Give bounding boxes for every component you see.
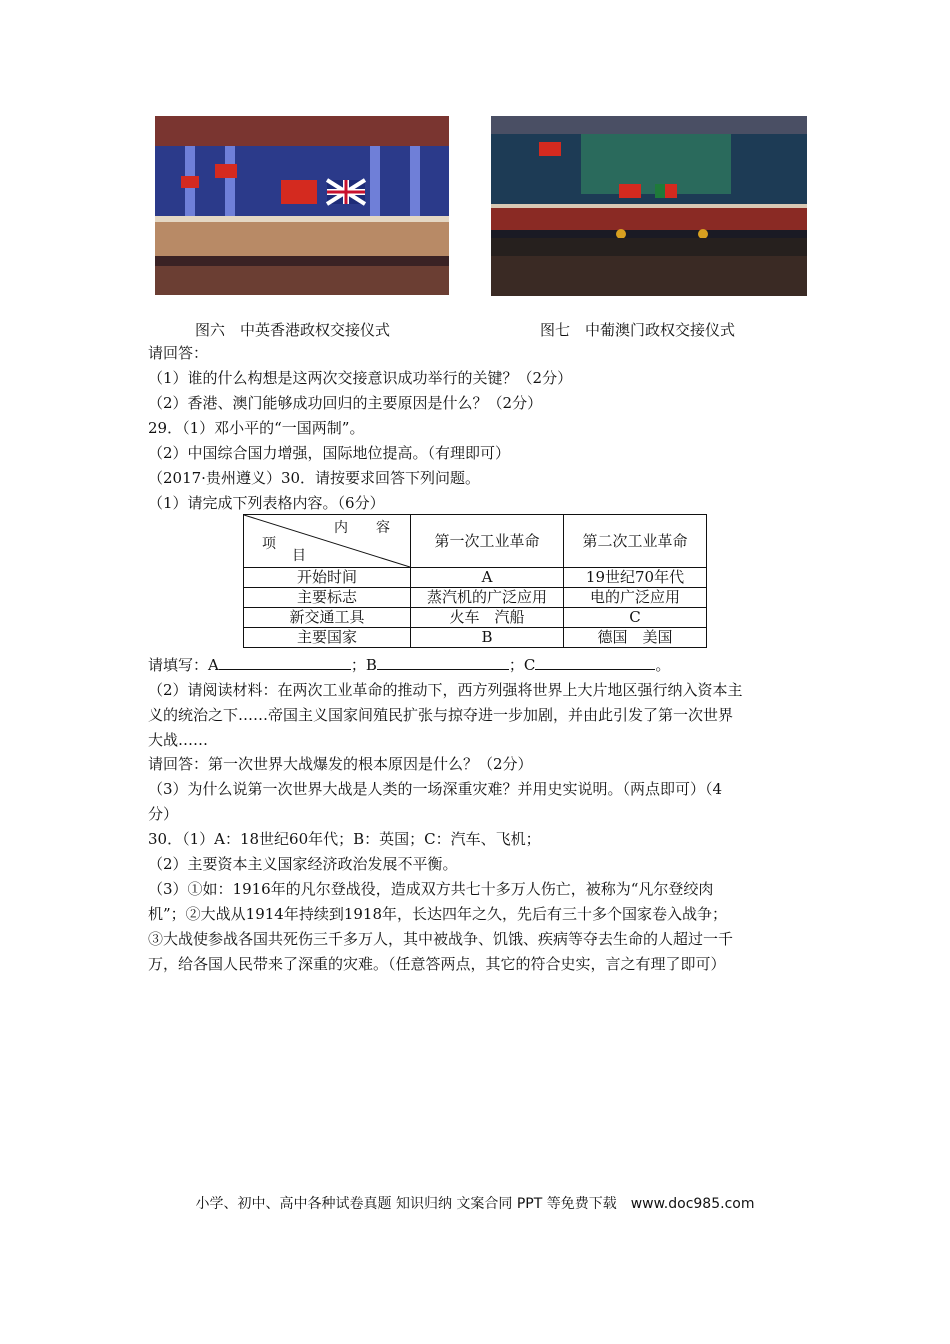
- q30-question-2-ask: 请回答：第一次世界大战爆发的根本原因是什么？（2分）: [148, 755, 533, 773]
- q30-question-2-line-3: 大战……: [148, 731, 209, 749]
- blank-c[interactable]: [535, 655, 655, 670]
- q30-title: （2017·贵州遵义）30．请按要求回答下列问题。: [148, 469, 481, 487]
- fill-label-b: ；B: [350, 656, 377, 674]
- answer-30-3-line-2: 机”；②大战从1914年持续到1918年，长达四年之久，先后有三十多个国家卷入战争；: [148, 905, 728, 923]
- cell: 火车 汽船: [411, 608, 564, 628]
- cell: B: [411, 628, 564, 648]
- cell: A: [411, 568, 564, 588]
- figure-caption-7: 图七 中葡澳门政权交接仪式: [540, 321, 736, 339]
- cell: 电的广泛应用: [564, 588, 707, 608]
- hk-handover-ceremony-photo: [155, 116, 449, 295]
- q30-question-1: （1）请完成下列表格内容。（6分）: [148, 494, 385, 512]
- row-label: 开始时间: [244, 568, 411, 588]
- cell: 德国 美国: [564, 628, 707, 648]
- page-footer: 小学、初中、高中各种试卷真题 知识归纳 文案合同 PPT 等免费下载 www.doc985.com: [195, 1196, 755, 1212]
- row-label: 主要国家: [244, 628, 411, 648]
- q30-question-3-line-1: （3）为什么说第一次世界大战是人类的一场深重灾难？并用史实说明。（两点即可）（4: [148, 780, 723, 798]
- q30-question-3-line-2: 分）: [148, 805, 179, 823]
- q30-question-2-line-2: 义的统治之下……帝国主义国家间殖民扩张与掠夺进一步加剧，并由此引发了第一次世界: [148, 706, 734, 724]
- macau-handover-ceremony-photo: [491, 116, 807, 296]
- cell: C: [564, 608, 707, 628]
- q28-question-1: （1）谁的什么构想是这两次交接意识成功举行的关键？（2分）: [148, 369, 573, 387]
- header-item-label-2: 目: [292, 548, 306, 564]
- answer-30-1: 30．（1）A：18世纪60年代；B：英国；C：汽车、飞机；: [148, 830, 541, 848]
- fill-label-a: 请填写：A: [148, 656, 219, 674]
- answer-30-3-line-1: （3）①如：1916年的凡尔登战役，造成双方共七十多万人伤亡，被称为“凡尔登绞肉: [148, 880, 714, 898]
- q28-question-2: （2）香港、澳门能够成功回归的主要原因是什么？（2分）: [148, 394, 543, 412]
- q28-intro: 请回答：: [148, 344, 209, 362]
- table-diagonal-header: [244, 515, 411, 568]
- answer-30-3-line-3: ③大战使参战各国共死伤三千多万人，其中被战争、饥饿、疾病等夺去生命的人超过一千: [148, 930, 734, 948]
- header-item-label: 项: [262, 536, 276, 552]
- row-label: 新交通工具: [244, 608, 411, 628]
- cell: 19世纪70年代: [564, 568, 707, 588]
- answer-30-3-line-4: 万，给各国人民带来了深重的灾难。（任意答两点，其它的符合史实，言之有理了即可）: [148, 955, 726, 973]
- q30-question-2-line-1: （2）请阅读材料：在两次工业革命的推动下，西方列强将世界上大片地区强行纳入资本主: [148, 681, 743, 699]
- blank-b[interactable]: [377, 655, 509, 670]
- row-label: 主要标志: [244, 588, 411, 608]
- fill-in-line: [148, 654, 670, 676]
- col-header-second-revolution: 第二次工业革命: [564, 515, 707, 568]
- answer-30-2: （2）主要资本主义国家经济政治发展不平衡。: [148, 855, 458, 873]
- fill-label-c: ；C: [508, 656, 536, 674]
- table-row: [244, 608, 707, 628]
- answer-29-1: 29．（1）邓小平的“一国两制”。: [148, 419, 365, 437]
- table-row: [244, 568, 707, 588]
- table-row: [244, 588, 707, 608]
- cell: 蒸汽机的广泛应用: [411, 588, 564, 608]
- header-content-label: 内 容: [334, 520, 390, 536]
- industrial-revolution-table: [243, 514, 707, 648]
- blank-a[interactable]: [219, 655, 351, 670]
- col-header-first-revolution: 第一次工业革命: [411, 515, 564, 568]
- fill-end: 。: [655, 656, 671, 674]
- table-row: [244, 628, 707, 648]
- answer-29-2: （2）中国综合国力增强，国际地位提高。（有理即可）: [148, 444, 511, 462]
- figure-caption-6: 图六 中英香港政权交接仪式: [195, 321, 391, 339]
